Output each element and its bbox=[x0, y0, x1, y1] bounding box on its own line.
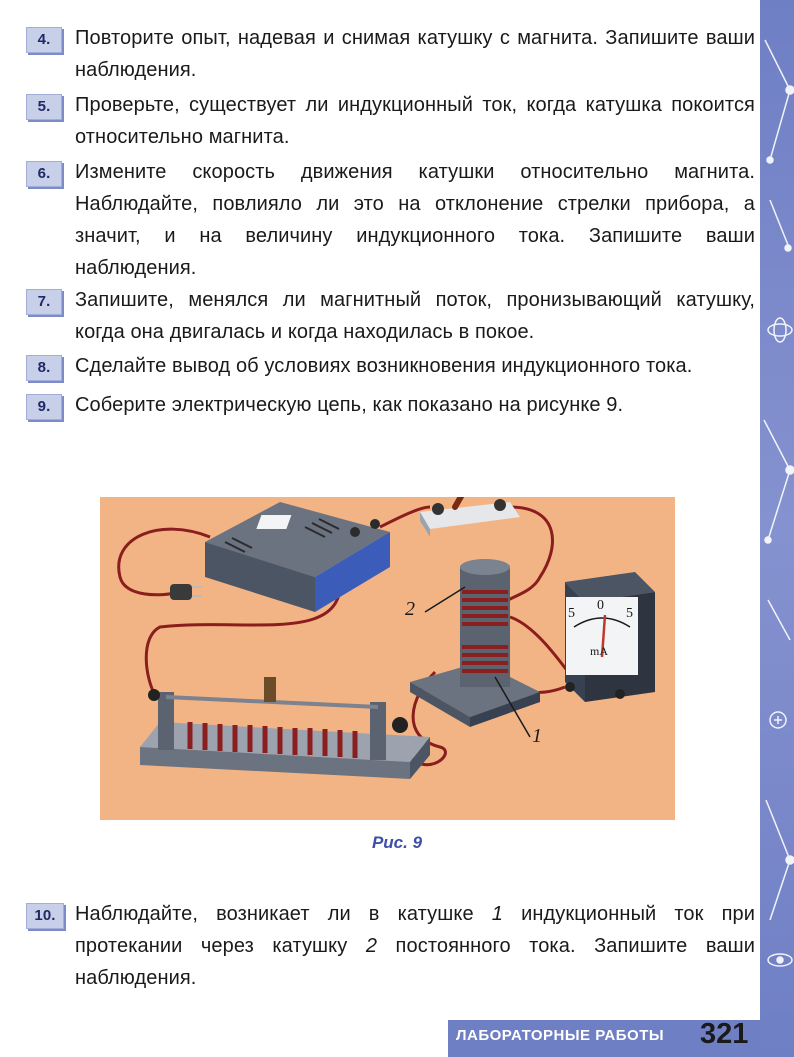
step-4 bbox=[20, 22, 755, 86]
step-text bbox=[75, 898, 755, 994]
meter-scale-left: 5 bbox=[568, 606, 575, 621]
step-6 bbox=[20, 156, 755, 284]
step-5 bbox=[20, 89, 755, 153]
milliammeter bbox=[565, 572, 655, 702]
figure-caption: Рис. 9 bbox=[371, 833, 423, 852]
step-text-part3: постоянного тока. Запишите ваши наблюдения. bbox=[75, 935, 755, 989]
step-number-badge: 7. bbox=[26, 289, 62, 315]
meter-unit: mA bbox=[590, 644, 608, 658]
step-10 bbox=[20, 898, 755, 994]
power-plug-icon bbox=[170, 584, 202, 600]
label-coil-2: 2 bbox=[405, 598, 415, 620]
step-text: Проверьте, существует ли индукционный ток, когда катушка покоится относительно магнита. bbox=[75, 94, 755, 148]
knife-switch bbox=[420, 497, 520, 537]
meter-scale-center: 0 bbox=[597, 598, 604, 613]
label-coil-1: 1 bbox=[532, 725, 542, 747]
side-decoration-strip bbox=[760, 0, 794, 1057]
step-number-badge: 8. bbox=[26, 355, 62, 381]
circuit-illustration bbox=[100, 497, 675, 820]
step-number-badge: 6. bbox=[26, 161, 62, 187]
meter-scale-right: 5 bbox=[626, 606, 633, 621]
page-number: 321 bbox=[700, 1018, 749, 1050]
step-8 bbox=[20, 350, 755, 382]
step-text-part1: Наблюдайте, возникает ли в катушке bbox=[75, 903, 492, 925]
section-title: ЛАБОРАТОРНЫЕ РАБОТЫ bbox=[456, 1027, 665, 1044]
step-text: Повторите опыт, надевая и снимая катушку с магнита. Запишите ваши наблюдения. bbox=[75, 27, 755, 81]
step-text: Сделайте вывод об условиях возникновения индукционного тока. bbox=[75, 355, 693, 377]
step-text: Соберите электрическую цепь, как показано на рисунке 9. bbox=[75, 394, 624, 416]
step-text-part2: индукционный ток при протекании через катушку bbox=[75, 903, 755, 957]
step-text: Измените скорость движения катушки относительно магнита. Наблюдайте, повлияло ли это на отклонение стрелки прибора, а значит, и на величину индукционного тока. Запишите ваши наблюдения. bbox=[75, 161, 755, 279]
step-number-badge: 9. bbox=[26, 394, 62, 420]
step-number-badge: 10. bbox=[26, 903, 64, 929]
molecule-pattern-icon bbox=[760, 0, 794, 1057]
figure-9-circuit bbox=[100, 497, 675, 820]
coil-ref-2: 2 bbox=[365, 935, 378, 957]
coil-stand bbox=[410, 559, 540, 727]
step-7 bbox=[20, 284, 755, 348]
step-number-badge: 5. bbox=[26, 94, 62, 120]
rheostat bbox=[140, 677, 430, 779]
step-number-badge: 4. bbox=[26, 27, 62, 53]
coil-ref-1: 1 bbox=[491, 903, 504, 925]
power-supply-unit bbox=[205, 502, 390, 612]
step-9 bbox=[20, 389, 755, 421]
step-text: Запишите, менялся ли магнитный поток, пронизывающий катушку, когда она двигалась и когда находилась в покое. bbox=[75, 289, 755, 343]
